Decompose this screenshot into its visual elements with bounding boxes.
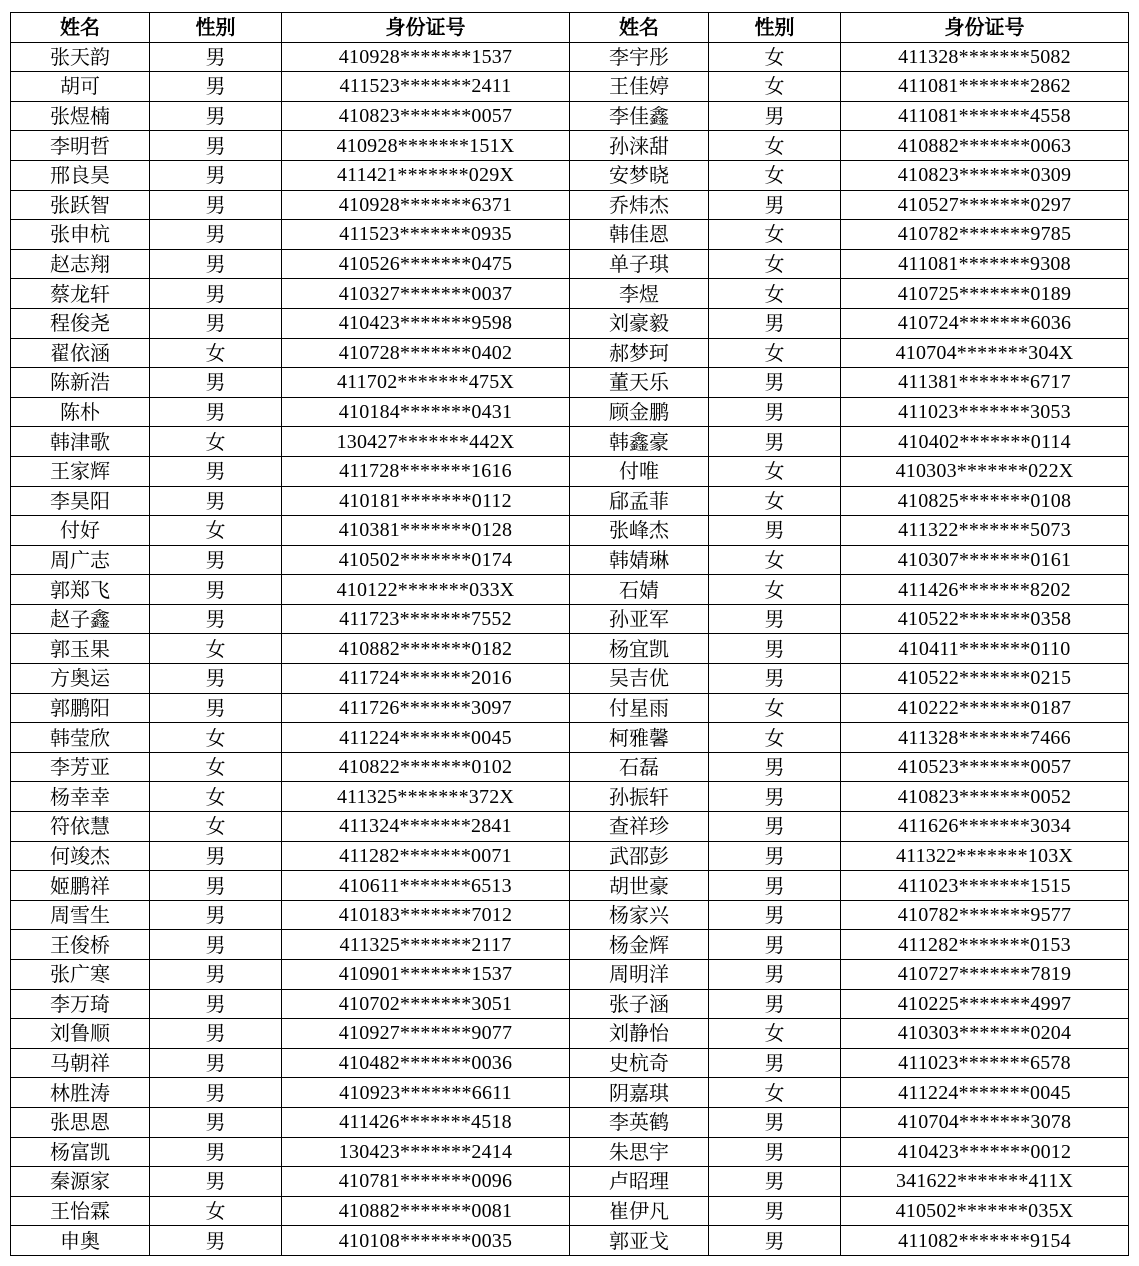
sex-cell-left: 男 [150,1107,282,1137]
name-cell-left: 邢良昊 [11,160,150,190]
id-cell-left: 130427*******442X [282,427,570,457]
name-cell-right: 刘静怡 [570,1019,709,1049]
id-cell-right: 411282*******0153 [841,930,1129,960]
sex-cell-right: 男 [709,1137,841,1167]
sex-cell-left: 男 [150,664,282,694]
id-cell-left: 410108*******0035 [282,1226,570,1256]
name-cell-left: 刘鲁顺 [11,1019,150,1049]
id-cell-left: 411523*******2411 [282,72,570,102]
id-cell-right: 410502*******035X [841,1196,1129,1226]
sex-cell-left: 男 [150,190,282,220]
id-cell-right: 410222*******0187 [841,693,1129,723]
id-cell-left: 410482*******0036 [282,1048,570,1078]
id-cell-left: 410928*******6371 [282,190,570,220]
name-cell-left: 秦源家 [11,1167,150,1197]
table-row [11,72,1129,102]
name-cell-right: 安梦晓 [570,160,709,190]
sex-cell-right: 男 [709,190,841,220]
sex-cell-right: 男 [709,841,841,871]
id-cell-right: 410727*******7819 [841,960,1129,990]
id-cell-left: 410822*******0102 [282,752,570,782]
id-cell-right: 410724*******6036 [841,308,1129,338]
name-cell-left: 郭玉果 [11,634,150,664]
name-cell-right: 史杭奇 [570,1048,709,1078]
sex-cell-left: 男 [150,930,282,960]
table-header [11,13,1129,43]
header-name-left: 姓名 [11,13,150,43]
sex-cell-left: 女 [150,1196,282,1226]
sex-cell-left: 男 [150,841,282,871]
name-cell-left: 韩津歌 [11,427,150,457]
id-cell-right: 411082*******9154 [841,1226,1129,1256]
name-cell-right: 乔炜杰 [570,190,709,220]
table-row [11,693,1129,723]
sex-cell-right: 女 [709,72,841,102]
id-cell-right: 410522*******0358 [841,604,1129,634]
id-cell-left: 411724*******2016 [282,664,570,694]
name-cell-left: 马朝祥 [11,1048,150,1078]
table-row [11,1078,1129,1108]
sex-cell-right: 女 [709,1019,841,1049]
id-cell-left: 410183*******7012 [282,900,570,930]
table-row [11,664,1129,694]
sex-cell-left: 女 [150,516,282,546]
table-row [11,604,1129,634]
name-cell-right: 顾金鹏 [570,397,709,427]
table-row [11,427,1129,457]
id-cell-left: 410927*******9077 [282,1019,570,1049]
name-cell-left: 方奥运 [11,664,150,694]
name-cell-right: 胡世豪 [570,871,709,901]
sex-cell-right: 男 [709,1107,841,1137]
id-cell-right: 411081*******4558 [841,101,1129,131]
sex-cell-left: 男 [150,575,282,605]
sex-cell-left: 女 [150,782,282,812]
name-cell-left: 翟依涵 [11,338,150,368]
sex-cell-left: 男 [150,279,282,309]
name-cell-right: 阴嘉琪 [570,1078,709,1108]
table-row [11,220,1129,250]
sex-cell-right: 男 [709,900,841,930]
table-row [11,930,1129,960]
id-cell-left: 410526*******0475 [282,249,570,279]
id-cell-left: 410327*******0037 [282,279,570,309]
table-row [11,752,1129,782]
sex-cell-left: 男 [150,604,282,634]
sex-cell-right: 男 [709,871,841,901]
sex-cell-right: 男 [709,1196,841,1226]
id-cell-right: 411023*******1515 [841,871,1129,901]
sex-cell-left: 男 [150,871,282,901]
name-cell-left: 韩莹欣 [11,723,150,753]
id-cell-right: 411626*******3034 [841,812,1129,842]
id-cell-right: 410704*******304X [841,338,1129,368]
id-cell-right: 411328*******5082 [841,42,1129,72]
name-cell-left: 王怡霖 [11,1196,150,1226]
name-cell-left: 郭郑飞 [11,575,150,605]
sex-cell-right: 女 [709,249,841,279]
id-cell-left: 411426*******4518 [282,1107,570,1137]
name-cell-right: 张子涵 [570,989,709,1019]
id-cell-left: 411421*******029X [282,160,570,190]
name-cell-right: 郭亚戈 [570,1226,709,1256]
id-cell-right: 410823*******0052 [841,782,1129,812]
table-row [11,368,1129,398]
name-cell-right: 韩鑫豪 [570,427,709,457]
id-cell-right: 410303*******022X [841,456,1129,486]
id-cell-left: 411224*******0045 [282,723,570,753]
sex-cell-left: 男 [150,456,282,486]
sex-cell-right: 男 [709,752,841,782]
table-row [11,960,1129,990]
table-row [11,42,1129,72]
id-cell-right: 410527*******0297 [841,190,1129,220]
sex-cell-left: 男 [150,1048,282,1078]
name-cell-right: 杨家兴 [570,900,709,930]
sex-cell-left: 男 [150,101,282,131]
name-cell-right: 韩婧琳 [570,545,709,575]
name-cell-left: 杨幸幸 [11,782,150,812]
name-cell-right: 李佳鑫 [570,101,709,131]
sex-cell-left: 男 [150,486,282,516]
id-cell-left: 410823*******0057 [282,101,570,131]
id-cell-left: 410901*******1537 [282,960,570,990]
name-cell-right: 单子琪 [570,249,709,279]
header-id-right: 身份证号 [841,13,1129,43]
id-cell-left: 410381*******0128 [282,516,570,546]
table-row [11,1196,1129,1226]
sex-cell-right: 女 [709,220,841,250]
id-cell-right: 410522*******0215 [841,664,1129,694]
table-row [11,1019,1129,1049]
sex-cell-left: 男 [150,989,282,1019]
name-cell-left: 陈新浩 [11,368,150,398]
id-cell-right: 410423*******0012 [841,1137,1129,1167]
name-cell-left: 付好 [11,516,150,546]
sex-cell-right: 女 [709,575,841,605]
name-cell-right: 柯雅馨 [570,723,709,753]
sex-cell-right: 女 [709,486,841,516]
sex-cell-left: 男 [150,1137,282,1167]
name-cell-right: 付唯 [570,456,709,486]
id-cell-left: 410184*******0431 [282,397,570,427]
table-body [11,42,1129,1255]
name-cell-right: 石磊 [570,752,709,782]
sex-cell-left: 男 [150,693,282,723]
id-cell-right: 411381*******6717 [841,368,1129,398]
id-cell-left: 411325*******2117 [282,930,570,960]
header-name-right: 姓名 [570,13,709,43]
sex-cell-left: 男 [150,1167,282,1197]
name-cell-left: 程俊尧 [11,308,150,338]
sex-cell-right: 男 [709,664,841,694]
sex-cell-right: 男 [709,1048,841,1078]
table-row [11,1137,1129,1167]
id-cell-right: 411081*******9308 [841,249,1129,279]
name-cell-right: 付星雨 [570,693,709,723]
sex-cell-left: 男 [150,1078,282,1108]
header-id-left: 身份证号 [282,13,570,43]
id-cell-left: 410423*******9598 [282,308,570,338]
table-row [11,1167,1129,1197]
id-cell-left: 410882*******0081 [282,1196,570,1226]
name-cell-left: 李明哲 [11,131,150,161]
table-row [11,545,1129,575]
sex-cell-right: 男 [709,308,841,338]
sex-cell-right: 女 [709,42,841,72]
id-cell-left: 410728*******0402 [282,338,570,368]
name-cell-left: 陈朴 [11,397,150,427]
sex-cell-left: 女 [150,812,282,842]
sex-cell-left: 男 [150,1019,282,1049]
name-cell-left: 符依慧 [11,812,150,842]
sex-cell-right: 男 [709,634,841,664]
sex-cell-left: 男 [150,131,282,161]
sex-cell-left: 男 [150,1226,282,1256]
table-row [11,1048,1129,1078]
sex-cell-left: 男 [150,308,282,338]
id-cell-right: 411322*******5073 [841,516,1129,546]
id-cell-right: 341622*******411X [841,1167,1129,1197]
id-cell-left: 411726*******3097 [282,693,570,723]
id-cell-left: 411282*******0071 [282,841,570,871]
name-cell-right: 崔伊凡 [570,1196,709,1226]
name-cell-right: 朱思宇 [570,1137,709,1167]
sex-cell-right: 男 [709,1226,841,1256]
table-row [11,812,1129,842]
id-cell-right: 411023*******3053 [841,397,1129,427]
name-cell-left: 赵子鑫 [11,604,150,634]
table-row [11,190,1129,220]
sex-cell-left: 男 [150,249,282,279]
table-row [11,249,1129,279]
sex-cell-right: 女 [709,279,841,309]
table-row [11,782,1129,812]
id-cell-right: 410882*******0063 [841,131,1129,161]
name-cell-right: 李英鹤 [570,1107,709,1137]
sex-cell-left: 男 [150,900,282,930]
name-cell-left: 李芳亚 [11,752,150,782]
sex-cell-right: 男 [709,101,841,131]
id-cell-right: 410307*******0161 [841,545,1129,575]
id-cell-right: 411023*******6578 [841,1048,1129,1078]
id-cell-right: 410825*******0108 [841,486,1129,516]
table-row [11,871,1129,901]
name-cell-right: 刘豪毅 [570,308,709,338]
name-cell-left: 杨富凯 [11,1137,150,1167]
student-roster-table [10,12,1129,1256]
name-cell-right: 吴吉优 [570,664,709,694]
name-cell-left: 李昊阳 [11,486,150,516]
sex-cell-right: 男 [709,960,841,990]
name-cell-left: 王俊桥 [11,930,150,960]
id-cell-right: 410782*******9785 [841,220,1129,250]
table-row [11,456,1129,486]
id-cell-right: 411081*******2862 [841,72,1129,102]
table-row [11,723,1129,753]
name-cell-right: 卢昭理 [570,1167,709,1197]
name-cell-left: 胡可 [11,72,150,102]
id-cell-left: 130423*******2414 [282,1137,570,1167]
id-cell-left: 411325*******372X [282,782,570,812]
name-cell-right: 李宇彤 [570,42,709,72]
sex-cell-left: 男 [150,160,282,190]
sex-cell-left: 男 [150,368,282,398]
id-cell-right: 410402*******0114 [841,427,1129,457]
table-row [11,279,1129,309]
id-cell-left: 410928*******151X [282,131,570,161]
id-cell-left: 411324*******2841 [282,812,570,842]
id-cell-right: 410725*******0189 [841,279,1129,309]
id-cell-left: 410122*******033X [282,575,570,605]
name-cell-left: 蔡龙轩 [11,279,150,309]
table-row [11,486,1129,516]
sex-cell-right: 女 [709,131,841,161]
sex-cell-right: 女 [709,1078,841,1108]
id-cell-left: 410781*******0096 [282,1167,570,1197]
id-cell-left: 410702*******3051 [282,989,570,1019]
table-row [11,1226,1129,1256]
name-cell-right: 石婧 [570,575,709,605]
sex-cell-left: 男 [150,220,282,250]
sex-cell-right: 女 [709,338,841,368]
name-cell-right: 王佳婷 [570,72,709,102]
name-cell-right: 董天乐 [570,368,709,398]
id-cell-right: 411426*******8202 [841,575,1129,605]
id-cell-left: 410882*******0182 [282,634,570,664]
name-cell-right: 郝梦珂 [570,338,709,368]
name-cell-left: 赵志翔 [11,249,150,279]
sex-cell-left: 男 [150,397,282,427]
table-row [11,900,1129,930]
sex-cell-left: 男 [150,72,282,102]
name-cell-left: 申奥 [11,1226,150,1256]
sex-cell-right: 男 [709,368,841,398]
header-row [11,13,1129,43]
id-cell-right: 410704*******3078 [841,1107,1129,1137]
table-row [11,101,1129,131]
id-cell-left: 411723*******7552 [282,604,570,634]
table-row [11,397,1129,427]
name-cell-left: 张煜楠 [11,101,150,131]
table-row [11,841,1129,871]
id-cell-right: 410303*******0204 [841,1019,1129,1049]
table-row [11,989,1129,1019]
name-cell-right: 郈孟菲 [570,486,709,516]
name-cell-right: 李煜 [570,279,709,309]
id-cell-left: 410923*******6611 [282,1078,570,1108]
sex-cell-right: 男 [709,812,841,842]
id-cell-left: 410928*******1537 [282,42,570,72]
id-cell-left: 410502*******0174 [282,545,570,575]
sex-cell-right: 男 [709,989,841,1019]
sex-cell-right: 男 [709,604,841,634]
name-cell-right: 杨宜凯 [570,634,709,664]
name-cell-left: 张天韵 [11,42,150,72]
name-cell-left: 李万琦 [11,989,150,1019]
name-cell-left: 林胜涛 [11,1078,150,1108]
sex-cell-left: 女 [150,634,282,664]
sex-cell-left: 女 [150,752,282,782]
name-cell-left: 张跃智 [11,190,150,220]
sex-cell-left: 女 [150,338,282,368]
id-cell-left: 410181*******0112 [282,486,570,516]
name-cell-left: 周雪生 [11,900,150,930]
id-cell-right: 411328*******7466 [841,723,1129,753]
sex-cell-right: 男 [709,1167,841,1197]
name-cell-right: 孙涞甜 [570,131,709,161]
id-cell-right: 411322*******103X [841,841,1129,871]
table-row [11,516,1129,546]
sex-cell-left: 女 [150,723,282,753]
table-row [11,575,1129,605]
name-cell-left: 何竣杰 [11,841,150,871]
name-cell-right: 张峰杰 [570,516,709,546]
sex-cell-right: 女 [709,693,841,723]
id-cell-right: 410823*******0309 [841,160,1129,190]
sex-cell-right: 女 [709,160,841,190]
table-row [11,338,1129,368]
sex-cell-right: 男 [709,397,841,427]
sex-cell-left: 男 [150,42,282,72]
header-sex-left: 性别 [150,13,282,43]
sex-cell-right: 男 [709,516,841,546]
table-row [11,634,1129,664]
name-cell-right: 周明洋 [570,960,709,990]
name-cell-right: 查祥珍 [570,812,709,842]
name-cell-left: 王家辉 [11,456,150,486]
table-row [11,1107,1129,1137]
id-cell-right: 410782*******9577 [841,900,1129,930]
id-cell-right: 410225*******4997 [841,989,1129,1019]
sex-cell-right: 男 [709,427,841,457]
sex-cell-right: 女 [709,723,841,753]
name-cell-right: 韩佳恩 [570,220,709,250]
header-sex-right: 性别 [709,13,841,43]
sex-cell-right: 女 [709,545,841,575]
id-cell-left: 411523*******0935 [282,220,570,250]
id-cell-left: 411702*******475X [282,368,570,398]
id-cell-left: 411728*******1616 [282,456,570,486]
sex-cell-left: 男 [150,960,282,990]
sex-cell-left: 男 [150,545,282,575]
name-cell-left: 周广志 [11,545,150,575]
id-cell-right: 410523*******0057 [841,752,1129,782]
name-cell-right: 孙振轩 [570,782,709,812]
sex-cell-right: 男 [709,782,841,812]
id-cell-right: 410411*******0110 [841,634,1129,664]
table-row [11,308,1129,338]
table-row [11,160,1129,190]
table-row [11,131,1129,161]
name-cell-left: 张广寒 [11,960,150,990]
id-cell-right: 411224*******0045 [841,1078,1129,1108]
name-cell-right: 杨金辉 [570,930,709,960]
id-cell-left: 410611*******6513 [282,871,570,901]
sex-cell-left: 女 [150,427,282,457]
sex-cell-right: 女 [709,456,841,486]
sex-cell-right: 男 [709,930,841,960]
name-cell-left: 张申杭 [11,220,150,250]
name-cell-left: 姬鹏祥 [11,871,150,901]
name-cell-right: 武邵彭 [570,841,709,871]
name-cell-right: 孙亚军 [570,604,709,634]
name-cell-left: 郭鹏阳 [11,693,150,723]
name-cell-left: 张思恩 [11,1107,150,1137]
